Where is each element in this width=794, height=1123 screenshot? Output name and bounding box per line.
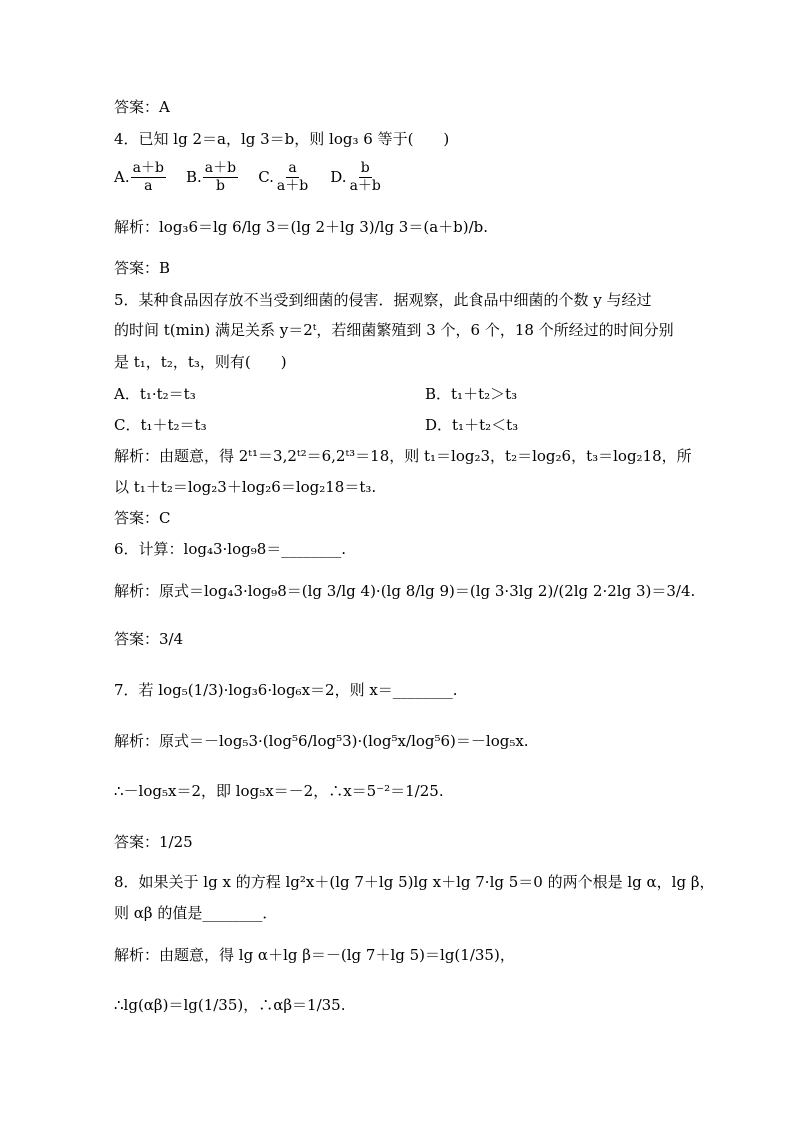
q8-jiexi-1: 解析：由题意，得 lg α＋lg β＝－(lg 7＋lg 5)＝lg(1/35)， xyxy=(114,946,515,964)
q5-option-d: D．t₁＋t₂＜t₃ xyxy=(425,416,519,434)
q5-answer: 答案：C xyxy=(114,509,171,527)
q5-option-c: C．t₁＋t₂＝t₃ xyxy=(114,416,207,434)
q5-line-1: 5．某种食品因存放不当受到细菌的侵害．据观察，此食品中细菌的个数 y 与经过 xyxy=(114,291,652,309)
q4-option-a: A. $\frac{a+b}{a}$ xyxy=(114,160,164,194)
q4-stem: 4．已知 lg 2＝a，lg 3＝b，则 log₃ 6 等于( ) xyxy=(114,130,450,148)
q6-stem: 6．计算：log₄3·log₉8＝________. xyxy=(114,540,347,558)
answer-3: 答案：A xyxy=(114,98,170,116)
q5-jiexi-1: 解析：由题意，得 2ᵗ¹＝3,2ᵗ²＝6,2ᵗ³＝18，则 t₁＝log₂3，t₂＝log₂6，t₃＝log₂18，所 xyxy=(114,447,692,465)
q7-stem: 7．若 log₅(1/3)·log₃6·log₆x＝2，则 x＝________. xyxy=(114,681,458,699)
q4-options xyxy=(114,160,384,195)
q8-line-2: 则 αβ 的值是________． xyxy=(114,904,278,922)
q5-line-3: 是 t₁，t₂，t₃，则有( ) xyxy=(114,353,287,371)
q5-jiexi-2: 以 t₁＋t₂＝log₂3＋log₂6＝log₂18＝t₃. xyxy=(114,478,377,496)
q8-line-1: 8．如果关于 lg x 的方程 lg²x＋(lg 7＋lg 5)lg x＋lg 7·lg 5＝0 的两个根是 lg α，lg β， xyxy=(114,873,715,891)
q8-jiexi-2: ∴lg(αβ)＝lg(1/35)，∴αβ＝1/35. xyxy=(114,996,346,1014)
q5-option-a: A．t₁·t₂＝t₃ xyxy=(114,385,196,403)
q4-option-c: C. $\frac{a}{a+b}$ xyxy=(258,160,309,194)
q4-option-b: B. $\frac{a+b}{b}$ xyxy=(186,160,237,194)
q7-jiexi-2: ∴－log₅x＝2，即 log₅x＝－2，∴x＝5⁻²＝1/25. xyxy=(114,782,444,800)
q7-answer: 答案：1/25 xyxy=(114,833,193,851)
q4-jiexi: 解析：log₃6＝lg 6/lg 3＝(lg 2＋lg 3)/lg 3＝(a＋b)/b. xyxy=(114,218,489,236)
q6-jiexi: 解析：原式＝log₄3·log₉8＝(lg 3/lg 4)·(lg 8/lg 9)＝(lg 3·3lg 2)/(2lg 2·2lg 3)＝3/4. xyxy=(114,582,696,600)
q5-line-2: 的时间 t(min) 满足关系 y＝2ᵗ，若细菌繁殖到 3 个，6 个，18 个所经过的时间分别 xyxy=(114,321,674,339)
q4-answer: 答案：B xyxy=(114,259,171,277)
q6-answer: 答案：3/4 xyxy=(114,630,184,648)
q5-option-b: B．t₁＋t₂＞t₃ xyxy=(425,385,518,403)
q7-jiexi-1: 解析：原式＝－log₅3·(log⁵6/log⁵3)·(log⁵x/log⁵6)＝－log₅x. xyxy=(114,732,529,750)
q4-option-d: D. $\frac{b}{a+b}$ xyxy=(330,160,381,194)
